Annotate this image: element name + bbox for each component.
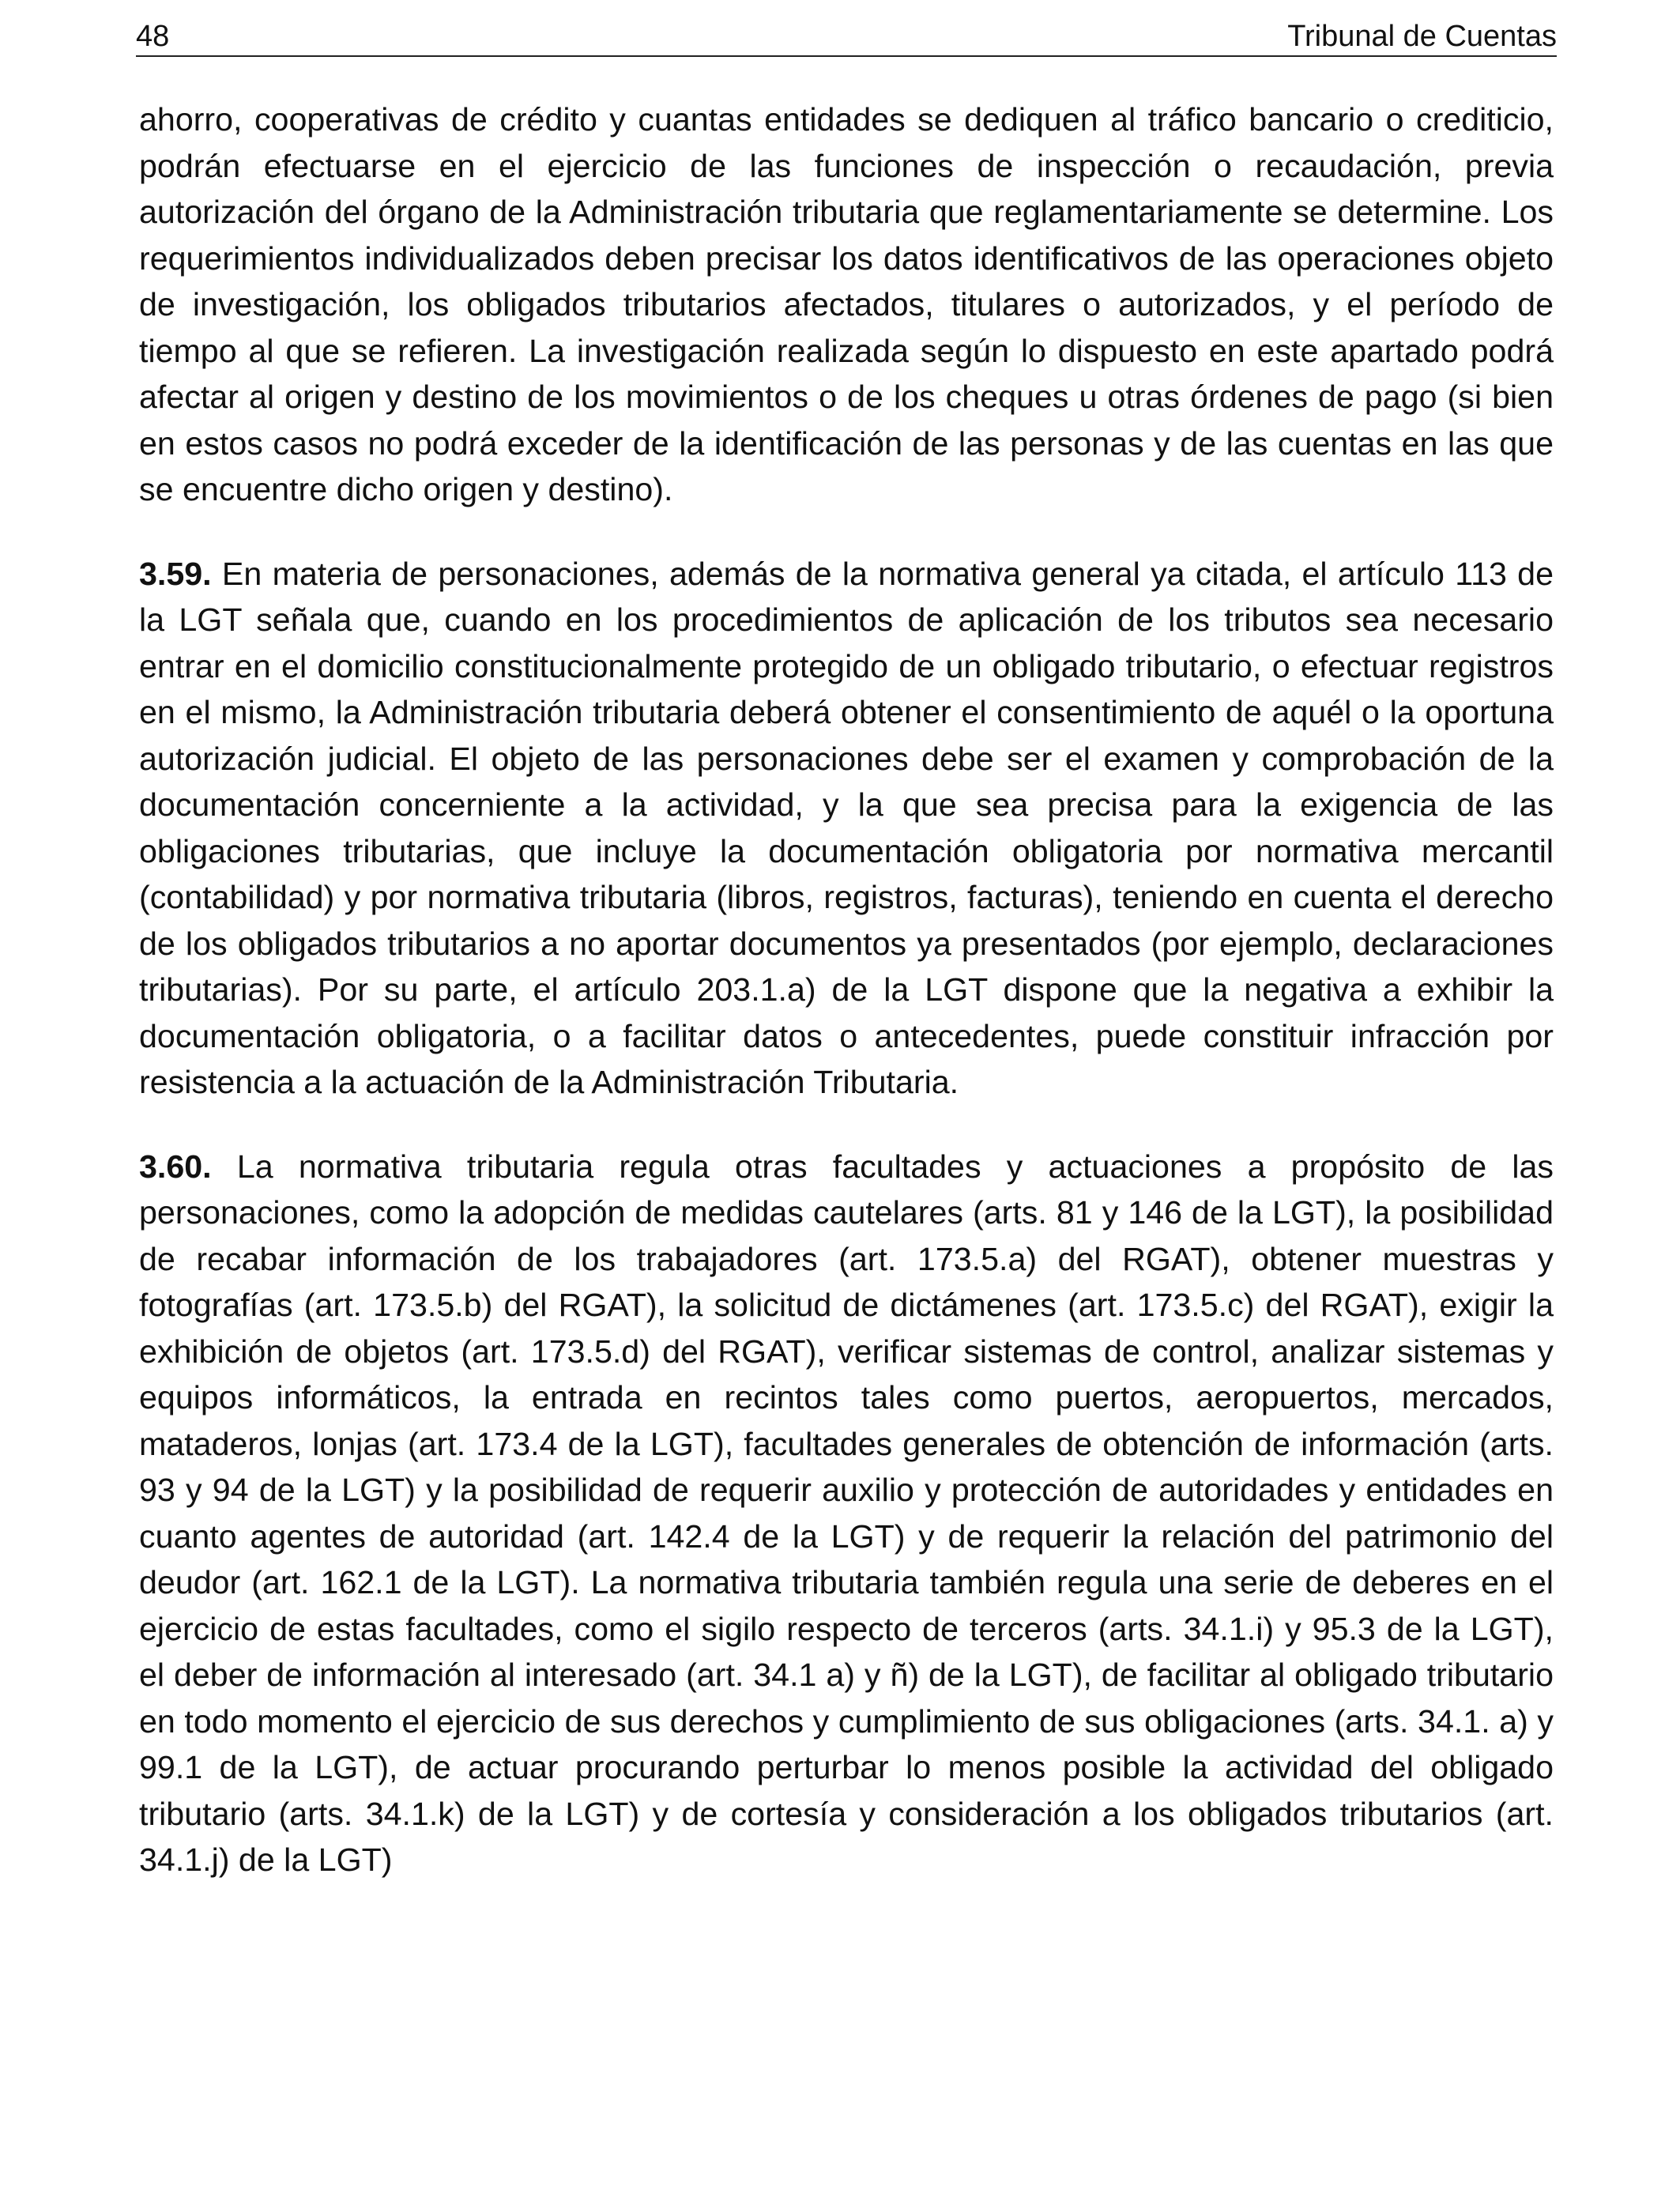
page-number: 48 xyxy=(136,20,170,53)
paragraph-text: La normativa tributaria regula otras facultades y actuaciones a propósito de las personaciones, como la adopción de medidas cautelares (arts. 81 y 146 de la LGT), la posibilidad de recabar información de los trabajadores (art. 173.5.a) del RGAT), obtener muestras y fotografías (art. 173.5.b) del RGAT), la solicitud de dictámenes (art. 173.5.c) del RGAT), exigir la exhibición de objetos (art. 173.5.d) del RGAT), verificar sistemas de control, analizar sistemas y equipos informáticos, la entrada en recintos tales como puertos, aeropuertos, mercados, mataderos, lonjas (art. 173.4 de la LGT), facultades generales de obtención de información (arts. 93 y 94 de la LGT) y la posibilidad de requerir auxilio y protección de autoridades y entidades en cuanto agentes de autoridad (art. 142.4 de la LGT) y de requerir la relación del patrimonio del deudor (art. 162.1 de la LGT). La normativa tributaria también regula una serie de deberes en el ejercicio de estas facultades, como el sigilo respecto de terceros (arts. 34.1.i) y 95.3 de la LGT), el deber de información al interesado (art. 34.1 a) y ñ) de la LGT), de facilitar al obligado tributario en todo momento el ejercicio de sus derechos y cumplimiento de sus obligaciones (arts. 34.1. a) y 99.1 de la LGT), de actuar procurando perturbar lo menos posible la actividad del obligado tributario (arts. 34.1.k) de la LGT) y de cortesía y consideración a los obligados tributarios (art. 34.1.j) de la LGT) xyxy=(139,1148,1554,1878)
paragraph-continuation xyxy=(139,96,1554,513)
paragraph-number: 3.60. xyxy=(139,1148,212,1185)
running-title: Tribunal de Cuentas xyxy=(1287,20,1557,53)
body-text xyxy=(139,96,1554,1921)
page-header xyxy=(136,17,1557,57)
paragraph-3-60 xyxy=(139,1144,1554,1883)
paragraph-text: En materia de personaciones, además de la normativa general ya citada, el artículo 113 de la LGT señala que, cuando en los procedimientos de aplicación de los tributos sea necesario entrar en el domicilio constitucionalmente protegido de un obligado tributario, o efectuar registros en el mismo, la Administración tributaria deberá obtener el consentimiento de aquél o la oportuna autorización judicial. El objeto de las personaciones debe ser el examen y comprobación de la documentación concerniente a la actividad, y la que sea precisa para la exigencia de las obligaciones tributarias, que incluye la documentación obligatoria por normativa mercantil (contabilidad) y por normativa tributaria (libros, registros, facturas), teniendo en cuenta el derecho de los obligados tributarios a no aportar documentos ya presentados (por ejemplo, declaraciones tributarias). Por su parte, el artículo 203.1.a) de la LGT dispone que la negativa a exhibir la documentación obligatoria, o a facilitar datos o antecedentes, puede constituir infracción por resistencia a la actuación de la Administración Tributaria. xyxy=(139,555,1554,1100)
paragraph-number: 3.59. xyxy=(139,555,212,592)
paragraph-3-59 xyxy=(139,551,1554,1106)
paragraph-text: ahorro, cooperativas de crédito y cuantas entidades se dediquen al tráfico bancario o crediticio, podrán efectuarse en el ejercicio de las funciones de inspección o recaudación, previa autorización del órgano de la Administración tributaria que reglamentariamente se determine. Los requerimientos individualizados deben precisar los datos identificativos de las operaciones objeto de investigación, los obligados tributarios afectados, titulares o autorizados, y el período de tiempo al que se refieren. La investigación realizada según lo dispuesto en este apartado podrá afectar al origen y destino de los movimientos o de los cheques u otras órdenes de pago (si bien en estos casos no podrá exceder de la identificación de las personas y de las cuentas en las que se encuentre dicho origen y destino). xyxy=(139,101,1554,507)
